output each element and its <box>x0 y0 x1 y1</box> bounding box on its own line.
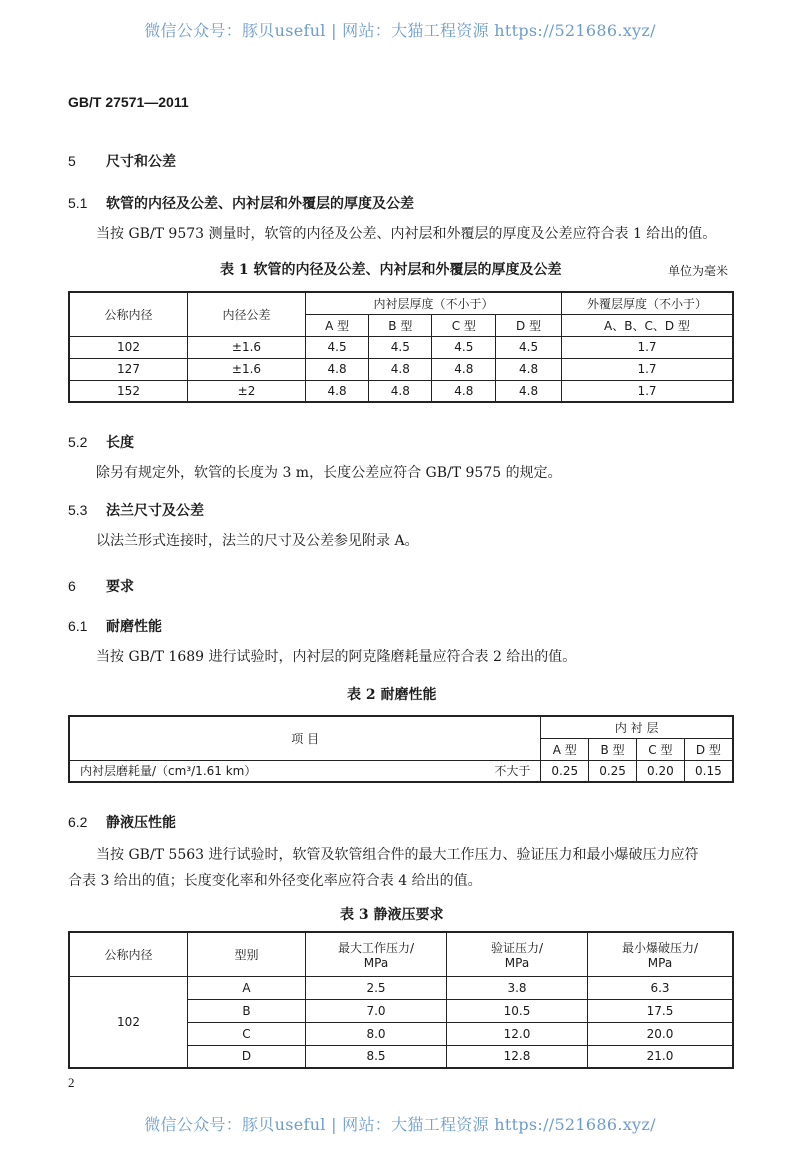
section-6-1-heading <box>68 616 162 636</box>
cell-type-b: 4.8 <box>369 380 432 402</box>
section-number: 5.1 <box>68 195 88 211</box>
header-type-c: C 型 <box>432 314 496 336</box>
cell-type-d: 4.8 <box>496 358 562 380</box>
standard-number: GB/T 27571—2011 <box>68 94 189 110</box>
section-number: 6.2 <box>68 814 88 830</box>
section-5-heading <box>68 151 176 171</box>
section-number: 6.1 <box>68 618 88 634</box>
section-number: 6 <box>68 578 76 594</box>
cell-cover: 1.7 <box>562 358 734 380</box>
section-number: 5 <box>68 153 76 169</box>
cell-type-c: 4.8 <box>432 380 496 402</box>
header-type-c: C 型 <box>636 738 684 760</box>
section-6-2-heading <box>68 812 176 832</box>
cell-item-condition: 不大于 <box>447 760 541 782</box>
header-line: 最大工作压力/ <box>337 940 415 955</box>
cell-item-label: 内衬层磨耗量/（cm³/1.61 km） <box>69 760 447 782</box>
section-title: 要求 <box>106 579 134 595</box>
section-title: 静液压性能 <box>106 815 176 831</box>
cell-tolerance: ±1.6 <box>188 358 306 380</box>
cell-max-working-pressure: 7.0 <box>306 999 447 1022</box>
table-row <box>69 976 733 999</box>
section-title: 软管的内径及公差、内衬层和外覆层的厚度及公差 <box>106 196 414 212</box>
section-6-2-text-line2: 合表 3 给出的值；长度变化率和外径变化率应符合表 4 给出的值。 <box>68 873 482 889</box>
header-nominal-diameter: 公称内径 <box>69 292 188 336</box>
header-type-d: D 型 <box>684 738 733 760</box>
section-5-3-heading <box>68 500 204 520</box>
section-number: 5.2 <box>68 434 88 450</box>
header-max-working-pressure <box>306 932 447 976</box>
cell-max-working-pressure: 8.0 <box>306 1022 447 1045</box>
table-row <box>69 358 733 380</box>
header-cover-thickness: 外覆层厚度（不小于） <box>562 292 734 314</box>
header-diameter-tolerance: 内径公差 <box>188 292 306 336</box>
cell-type-a: 4.8 <box>306 358 369 380</box>
header-type-a: A 型 <box>541 738 589 760</box>
section-6-heading <box>68 576 134 596</box>
header-nominal-diameter: 公称内径 <box>69 932 188 976</box>
header-type-b: B 型 <box>589 738 637 760</box>
cell-type-a: 4.5 <box>306 336 369 358</box>
watermark-top: 微信公众号：豚贝useful | 网站：大猫工程资源 https://521686.xyz/ <box>144 21 656 40</box>
cell-type-c: 4.5 <box>432 336 496 358</box>
section-title: 法兰尺寸及公差 <box>106 503 204 519</box>
cell-cover: 1.7 <box>562 336 734 358</box>
header-type-abcd: A、B、C、D 型 <box>562 314 734 336</box>
header-unit: MPa <box>363 955 389 970</box>
cell-type: C <box>188 1022 306 1045</box>
cell-type-c: 0.20 <box>636 760 684 782</box>
cell-min-burst-pressure: 20.0 <box>588 1022 734 1045</box>
cell-type: B <box>188 999 306 1022</box>
header-unit: MPa <box>504 955 530 970</box>
table-2 <box>68 715 734 783</box>
header-lining: 内 衬 层 <box>541 716 733 738</box>
table-2-caption: 表 2 耐磨性能 <box>347 687 437 703</box>
cell-nominal-diameter: 102 <box>69 336 188 358</box>
cell-max-working-pressure: 8.5 <box>306 1045 447 1068</box>
cell-type-a: 4.8 <box>306 380 369 402</box>
table-row <box>69 380 733 402</box>
cell-min-burst-pressure: 21.0 <box>588 1045 734 1068</box>
table-1-unit: 单位为毫米 <box>668 264 729 278</box>
cell-nominal-diameter: 127 <box>69 358 188 380</box>
section-5-1-text: 当按 GB/T 9573 测量时，软管的内径及公差、内衬层和外覆层的厚度及公差应符合表 1 给出的值。 <box>96 226 717 242</box>
cell-max-working-pressure: 2.5 <box>306 976 447 999</box>
cell-cover: 1.7 <box>562 380 734 402</box>
header-type: 型别 <box>188 932 306 976</box>
table-1 <box>68 291 734 403</box>
cell-type-b: 4.5 <box>369 336 432 358</box>
cell-type-c: 4.8 <box>432 358 496 380</box>
header-type-a: A 型 <box>306 314 369 336</box>
header-type-b: B 型 <box>369 314 432 336</box>
cell-nominal-diameter: 102 <box>69 976 188 1068</box>
cell-type: A <box>188 976 306 999</box>
table-3 <box>68 931 734 1069</box>
cell-proof-pressure: 12.8 <box>447 1045 588 1068</box>
header-line: 验证压力/ <box>490 940 544 955</box>
cell-proof-pressure: 3.8 <box>447 976 588 999</box>
section-title: 长度 <box>106 435 134 451</box>
cell-type-d: 0.15 <box>684 760 733 782</box>
cell-min-burst-pressure: 17.5 <box>588 999 734 1022</box>
table-row <box>69 760 733 782</box>
section-6-2-text-line1: 当按 GB/T 5563 进行试验时，软管及软管组合件的最大工作压力、验证压力和最小爆破压力应符 <box>96 847 699 863</box>
watermark-bottom: 微信公众号：豚贝useful | 网站：大猫工程资源 https://521686.xyz/ <box>144 1115 656 1134</box>
header-unit: MPa <box>647 955 673 970</box>
cell-type-d: 4.5 <box>496 336 562 358</box>
cell-tolerance: ±2 <box>188 380 306 402</box>
section-title: 耐磨性能 <box>106 619 162 635</box>
cell-type-a: 0.25 <box>541 760 589 782</box>
section-5-3-text: 以法兰形式连接时，法兰的尺寸及公差参见附录 A。 <box>96 533 419 549</box>
cell-proof-pressure: 10.5 <box>447 999 588 1022</box>
header-proof-pressure <box>447 932 588 976</box>
header-lining-thickness: 内衬层厚度（不小于） <box>306 292 562 314</box>
table-3-caption: 表 3 静液压要求 <box>340 907 444 923</box>
header-type-d: D 型 <box>496 314 562 336</box>
section-6-1-text: 当按 GB/T 1689 进行试验时，内衬层的阿克隆磨耗量应符合表 2 给出的值。 <box>96 649 577 665</box>
header-item: 项 目 <box>69 716 541 760</box>
section-5-2-heading <box>68 432 134 452</box>
cell-tolerance: ±1.6 <box>188 336 306 358</box>
cell-type: D <box>188 1045 306 1068</box>
section-5-2-text: 除另有规定外，软管的长度为 3 m，长度公差应符合 GB/T 9575 的规定。 <box>96 465 562 481</box>
section-5-1-heading <box>68 193 414 213</box>
table-row <box>69 336 733 358</box>
page-number: 2 <box>68 1075 75 1090</box>
cell-type-b: 4.8 <box>369 358 432 380</box>
cell-type-d: 4.8 <box>496 380 562 402</box>
cell-type-b: 0.25 <box>589 760 637 782</box>
cell-proof-pressure: 12.0 <box>447 1022 588 1045</box>
section-title: 尺寸和公差 <box>106 154 176 170</box>
cell-min-burst-pressure: 6.3 <box>588 976 734 999</box>
header-min-burst-pressure <box>588 932 734 976</box>
section-number: 5.3 <box>68 502 88 518</box>
header-line: 最小爆破压力/ <box>621 940 699 955</box>
cell-nominal-diameter: 152 <box>69 380 188 402</box>
table-1-caption: 表 1 软管的内径及公差、内衬层和外覆层的厚度及公差 <box>220 262 562 278</box>
